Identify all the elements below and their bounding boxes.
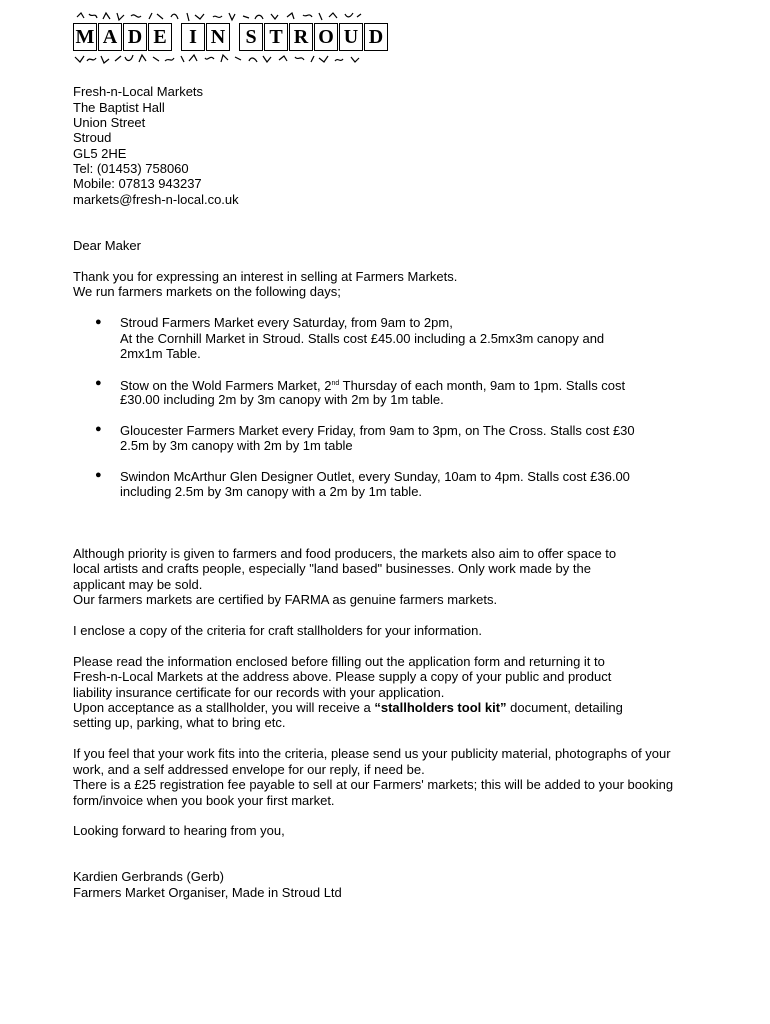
market-line: Stroud Farmers Market every Saturday, from 9am to 2pm, [120,315,453,330]
address-line: Tel: (01453) 758060 [73,161,189,176]
market-line: 2mx1m Table. [120,346,201,361]
body-line: form/invoice when you book your first market. [73,792,335,808]
address-line: Union Street [73,115,146,130]
address-line: GL5 2HE [73,145,127,161]
email-address: markets@fresh-n-local.co.uk [73,191,239,207]
market-line: including 2.5m by 3m canopy with a 2m by 1m table. [120,484,423,499]
market-line: £30.00 including 2m by 3m canopy with 2m by 1m table. [120,391,444,407]
logo-letter: U [339,23,363,51]
bullet-dot: ● [95,469,102,481]
logo-letter: T [264,23,288,51]
intro-line: We run farmers markets on the following days; [73,284,341,299]
body-line: I enclose a copy of the criteria for craft stallholders for your information. [73,622,482,638]
logo-letter: E [148,23,172,51]
market-line: Gloucester Farmers Market every Friday, from 9am to 3pm, on The Cross. Stalls cost £30 [120,422,635,438]
address-line: Fresh-n-Local Markets [73,84,204,99]
market-line: Swindon McArthur Glen Designer Outlet, every Sunday, 10am to 4pm. Stalls cost £36.00 [120,468,630,484]
market-line: Stow on the Wold Farmers Market, 2nd Thursday of each month, 9am to 1pm. Stalls cost [120,378,626,393]
market-line: 2.5m by 3m canopy with 2m by 1m table [120,438,353,453]
logo-letter: R [289,23,313,51]
body-line: Upon acceptance as a stallholder, you will receive a “stallholders tool kit” document, detailing [73,700,623,715]
body-line: There is a £25 registration fee payable to sell at our Farmers' markets; this will be added to your booking [73,777,674,792]
logo-letter: D [123,23,147,51]
greeting: Dear Maker [73,238,141,253]
logo-letters [73,23,389,53]
logo-bottom-doodles [73,53,365,65]
signature-name: Kardien Gerbrands (Gerb) [73,869,225,884]
body-line: setting up, parking, what to bring etc. [73,715,286,730]
logo-letter: I [181,23,205,51]
bullet-dot: ● [95,316,102,328]
made-in-stroud-logo [73,11,384,65]
logo-letter: D [364,23,388,51]
logo-top-doodles [73,11,365,23]
tool-kit-emphasis: “stallholders tool kit” [374,700,507,715]
body-line: local artists and crafts people, especially "land based" businesses. Only work made by the [73,561,591,576]
closing-line: Looking forward to hearing from you, [73,823,285,838]
address-line: Stroud [73,130,112,145]
body-line: If you feel that your work fits into the criteria, please send us your publicity material, photographs of your [73,746,671,761]
body-line: applicant may be sold. [73,576,203,592]
bullet-dot: ● [95,377,102,389]
intro-line: Thank you for expressing an interest in selling at Farmers Markets. [73,268,458,284]
address-line: Mobile: 07813 943237 [73,176,202,191]
bullet-dot: ● [95,423,102,435]
logo-letter: A [98,23,122,51]
logo-letter: M [73,23,97,51]
address-line: The Baptist Hall [73,99,165,115]
body-line: Our farmers markets are certified by FARMA as genuine farmers markets. [73,592,498,607]
body-line: Fresh-n-Local Markets at the address above. Please supply a copy of your public and product [73,669,612,684]
body-line: Although priority is given to farmers and food producers, the markets also aim to offer space to [73,545,617,561]
logo-letter: S [239,23,263,51]
signature-title: Farmers Market Organiser, Made in Stroud Ltd [73,884,342,900]
body-line: liability insurance certificate for our records with your application. [73,684,445,700]
market-line: At the Cornhill Market in Stroud. Stalls cost £45.00 including a 2.5mx3m canopy and [120,330,605,346]
logo-letter: N [206,23,230,51]
body-line: work, and a self addressed envelope for our reply, if need be. [73,761,425,777]
logo-letter: O [314,23,338,51]
body-line: Please read the information enclosed before filling out the application form and returning it to [73,653,605,669]
